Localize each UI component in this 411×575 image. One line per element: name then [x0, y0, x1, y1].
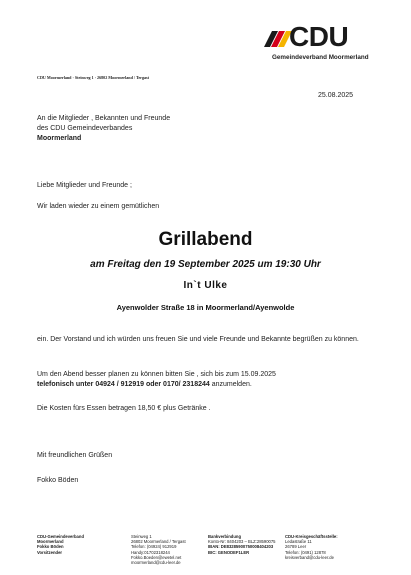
footer-col-2: [131, 534, 186, 565]
logo-wordmark: CDU: [289, 21, 349, 52]
sender-line: CDU Moormerland · Steinweg 1 · 26802 Moormerland / Tergast: [37, 75, 149, 80]
event-date-time: am Freitag den 19 September 2025 um 19:30 Uhr: [90, 259, 321, 270]
footer-col-1: [37, 534, 84, 555]
address-line-3: Moormerland: [37, 135, 82, 142]
signer-name: Fokko Böden: [37, 477, 79, 484]
footer-line: Telefon: (04924) 912919: [131, 544, 177, 550]
rsvp-text: Um den Abend besser planen zu können bitten Sie , sich bis zum 15.09.2025: [37, 371, 276, 378]
footer-line: Vorsitzender: [37, 549, 63, 555]
salutation: Liebe Mitglieder und Freunde ;: [37, 182, 132, 189]
footer-line: 26802 Moormerland / Tergast: [131, 539, 186, 545]
footer-line: moormerland@cdu-leer.de: [131, 560, 181, 566]
footer-line: IBAN: DE83285900750008404203: [208, 544, 274, 550]
body-paragraph-3: Die Kosten fürs Essen betragen 18,50 € plus Getränke .: [37, 405, 211, 412]
footer-line: kreisverband@cdu-leer.de: [285, 554, 334, 560]
footer-line: CDU-Gemeindeverband: [37, 534, 85, 539]
footer-col-3: [208, 534, 276, 555]
cdu-logo: [262, 21, 382, 61]
footer-line: Moormerland: [37, 539, 64, 545]
address-line-1: An die Mitglieder , Bekannten und Freunde: [37, 115, 171, 122]
logo-subtitle: Gemeindeverband Moormerland: [272, 54, 369, 61]
event-title: Grillabend: [158, 229, 253, 250]
rsvp-end: anzumelden.: [209, 381, 252, 388]
address-line-2: des CDU Gemeindeverbandes: [37, 125, 133, 132]
footer-line: BIC: GENODEF1LER: [208, 549, 250, 555]
footer-line: Steinweg 1: [131, 534, 152, 539]
footer-line: 26789 Leer: [285, 544, 307, 550]
footer-line: Telefon: (0491) 12878: [285, 549, 326, 555]
body-paragraph-1: ein. Der Vorstand und ich würden uns freuen Sie und viele Freunde und Bekannte begrüßen zu können.: [37, 336, 359, 343]
event-address: Ayenwolder Straße 18 in Moormerland/Ayenwolde: [116, 303, 295, 312]
closing: Mit freundlichen Grüßen: [37, 452, 113, 459]
footer-col-4: [285, 534, 338, 560]
invite-text: Wir laden wieder zu einem gemütlichen: [37, 203, 160, 210]
footer-line: Ledastraße 11: [285, 539, 312, 545]
cdu-flag-icon: [262, 21, 292, 49]
event-venue: In`t Ulke: [183, 280, 228, 291]
footer-line: Fokko.Boeden@ewetel.net: [131, 554, 182, 560]
body-paragraph-2: [37, 370, 397, 390]
recipient-address: [37, 114, 170, 144]
letter-date: 25.08.2025: [318, 92, 354, 99]
footer-head: Bankverbindung: [208, 534, 242, 539]
rsvp-phone: telefonisch unter 04924 / 912919 oder 0170/ 2318244: [37, 381, 210, 388]
footer-line: Konto-Nr: 8404203 – BLZ:28590075: [208, 539, 276, 545]
footer-head: CDU-Kreisgeschäftsstelle:: [285, 534, 338, 539]
footer-line: Fokko Böden: [37, 544, 64, 550]
footer-line: Handy:01702318244: [131, 549, 170, 555]
